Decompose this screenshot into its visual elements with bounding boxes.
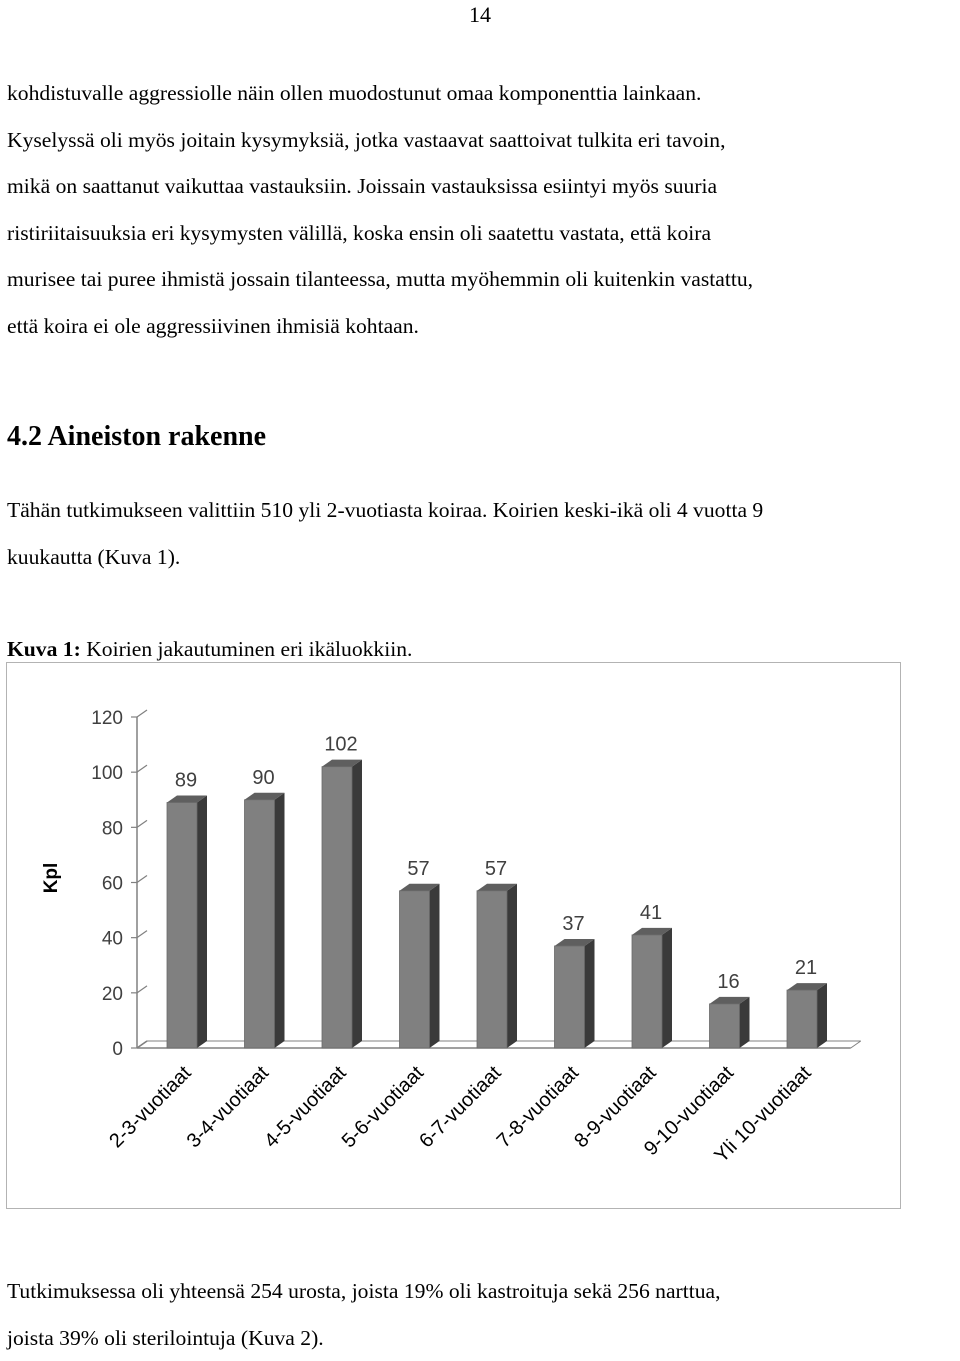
bar xyxy=(477,884,517,1048)
figure-caption-text: Koirien jakautuminen eri ikäluokkiin. xyxy=(80,637,413,661)
bar xyxy=(400,884,440,1048)
bar xyxy=(322,760,362,1048)
bar xyxy=(167,796,207,1048)
bar-value-label: 41 xyxy=(639,901,663,924)
bar xyxy=(787,983,827,1048)
x-category-label: 9-10-vuotiaat xyxy=(639,1061,739,1161)
intro-line: murisee tai puree ihmistä jossain tilanteessa, mutta myöhemmin oli kuitenkin vastattu, xyxy=(7,267,754,292)
y-tick-label: 60 xyxy=(101,873,123,895)
bar xyxy=(710,997,750,1048)
bar-value-label: 57 xyxy=(407,857,430,880)
y-tick xyxy=(137,1041,147,1048)
closing-line: joista 39% oli sterilointuja (Kuva 2). xyxy=(7,1325,324,1350)
bar-value-label: 16 xyxy=(717,970,740,993)
bar-side xyxy=(585,939,595,1048)
bar-front xyxy=(167,803,197,1048)
bar-side xyxy=(507,884,517,1048)
figure-caption xyxy=(7,632,412,666)
x-category-label: 4-5-vuotiaat xyxy=(260,1061,351,1153)
intro-paragraph xyxy=(7,70,955,350)
y-tick-label: 0 xyxy=(112,1039,123,1060)
bar-side xyxy=(662,928,672,1048)
y-tick xyxy=(137,931,147,938)
bar-front xyxy=(555,946,585,1048)
bar-front xyxy=(245,800,275,1048)
bar-value-label: 102 xyxy=(324,733,358,756)
x-category-label: 5-6-vuotiaat xyxy=(337,1061,429,1153)
intro-line: Kyselyssä oli myös joitain kysymyksiä, jotka vastaavat saattoivat tulkita eri tavoin, xyxy=(7,127,726,152)
bar-side xyxy=(352,760,362,1048)
page-number: 14 xyxy=(469,2,491,27)
bar-front xyxy=(787,990,817,1048)
bar xyxy=(632,928,672,1048)
intro-line: mikä on saattanut vaikuttaa vastauksiin. Joissain vastauksissa esiintyi myös suuria xyxy=(7,174,718,199)
bar-chart xyxy=(6,662,901,1209)
bar-side xyxy=(817,983,827,1048)
section-line: Tähän tutkimukseen valittiin 510 yli 2-vuotiasta koiraa. Koirien keski-ikä oli 4 vuotta 9 xyxy=(7,498,764,522)
x-axis-end-line xyxy=(851,1041,861,1048)
chart-bars xyxy=(167,760,827,1048)
bar-front xyxy=(477,891,507,1048)
y-tick xyxy=(137,765,147,772)
bar-front xyxy=(632,935,662,1048)
bar-front xyxy=(322,767,352,1048)
bar-value-label: 57 xyxy=(484,857,508,880)
bar-side xyxy=(430,884,440,1048)
bar-side xyxy=(740,997,750,1048)
y-tick-label: 100 xyxy=(91,763,123,785)
y-tick-label: 40 xyxy=(101,928,123,950)
intro-line: ristiriitaisuuksia eri kysymysten välillä, koska ensin oli saatettu vastata, että koira xyxy=(7,220,712,245)
bar xyxy=(555,939,595,1048)
bar-value-label: 37 xyxy=(562,912,585,935)
section-line: kuukautta (Kuva 1). xyxy=(7,544,181,569)
bar-front xyxy=(400,891,430,1048)
intro-line: kohdistuvalle aggressiolle näin ollen muodostunut omaa komponenttia lainkaan. xyxy=(7,81,702,105)
bar-value-label: 90 xyxy=(252,766,275,789)
x-category-label: 3-4-vuotiaat xyxy=(182,1061,274,1153)
y-tick-label: 120 xyxy=(91,708,123,729)
closing-line: Tutkimuksessa oli yhteensä 254 urosta, joista 19% oli kastroituja sekä 256 narttua, xyxy=(7,1279,721,1303)
section-paragraph xyxy=(7,487,955,580)
bar-side xyxy=(275,793,285,1048)
x-category-label: 2-3-vuotiaat xyxy=(105,1061,196,1153)
bar-side xyxy=(197,796,207,1048)
bar xyxy=(245,793,285,1048)
y-tick xyxy=(137,876,147,883)
x-category-label: Yli 10-vuotiaat xyxy=(710,1061,816,1168)
bar-front xyxy=(710,1004,740,1048)
bar-chart-svg xyxy=(7,663,902,1210)
closing-paragraph xyxy=(7,1268,955,1361)
bar-value-label: 21 xyxy=(794,957,818,980)
x-category-label: 6-7-vuotiaat xyxy=(415,1061,506,1153)
y-tick xyxy=(137,986,147,993)
y-tick xyxy=(137,820,147,827)
section-heading: 4.2 Aineiston rakenne xyxy=(7,421,267,452)
y-tick-label: 20 xyxy=(101,983,123,1005)
y-tick-label: 80 xyxy=(101,818,123,840)
y-tick xyxy=(137,710,147,717)
x-category-label: 8-9-vuotiaat xyxy=(570,1061,661,1153)
x-category-label: 7-8-vuotiaat xyxy=(492,1061,584,1153)
intro-line: että koira ei ole aggressiivinen ihmisiä kohtaan. xyxy=(7,313,419,338)
figure-caption-label: Kuva 1: xyxy=(7,637,81,661)
bar-value-label: 89 xyxy=(174,769,198,792)
y-axis-title: Kpl xyxy=(41,862,62,894)
